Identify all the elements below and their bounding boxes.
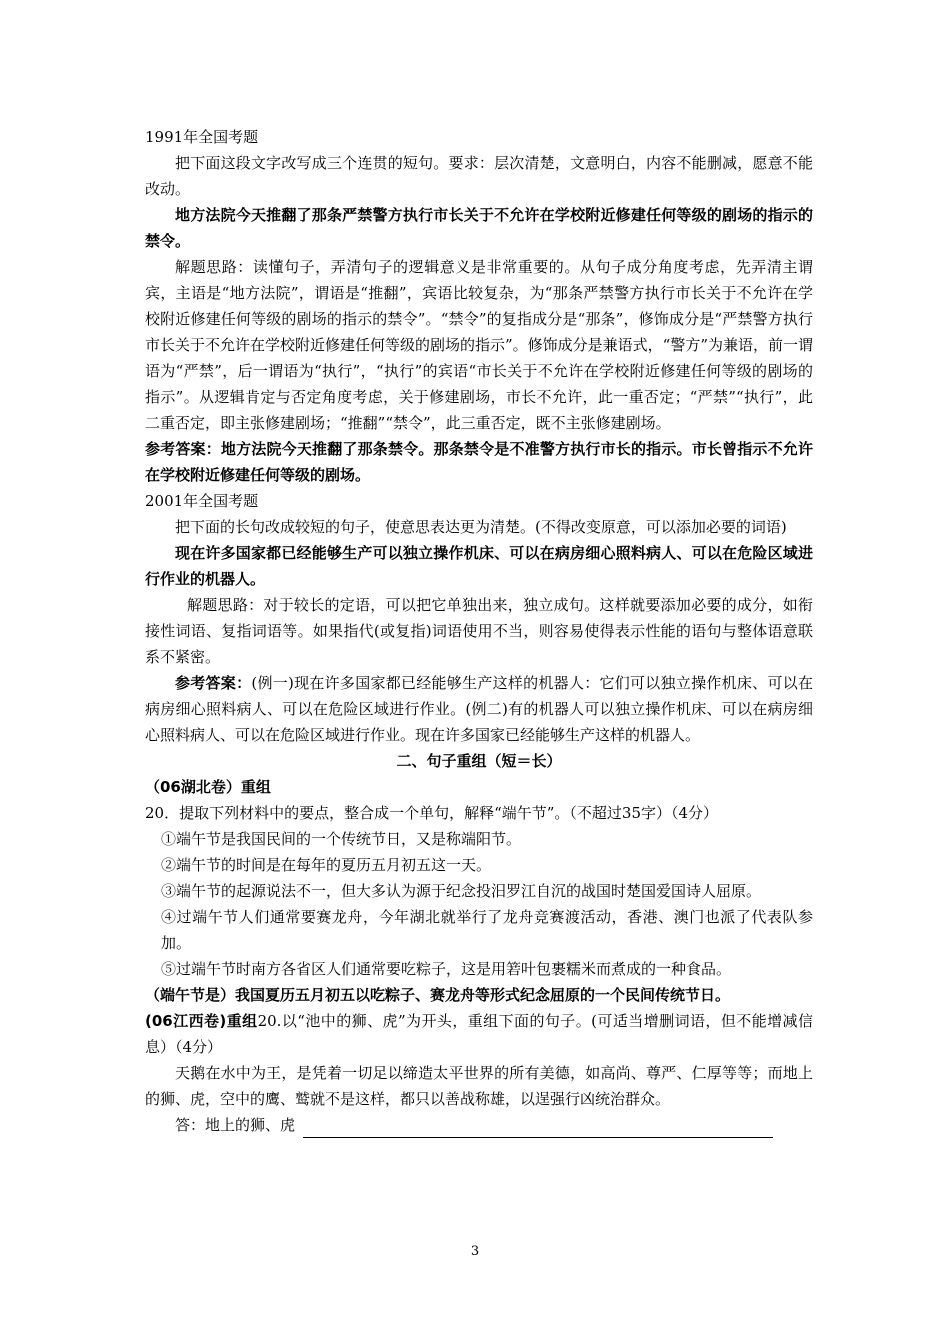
original-sentence-2001: 现在许多国家都已经能够生产可以独立操作机床、可以在病房细心照料病人、可以在危险区域进行作业的机器人。 (145, 544, 813, 588)
material-item: ⑤过端午节时南方各省区人们通常要吃粽子，这是用箬叶包裹糯米而煮成的一种食品。 (161, 960, 732, 978)
document-body (145, 124, 813, 1138)
material-item: ③端午节的起源说法不一，但大多认为源于纪念投汨罗江自沉的战国时楚国爱国诗人屈原。 (161, 882, 762, 900)
material-item: ②端午节的时间是在每年的夏历五月初五这一天。 (161, 856, 492, 874)
section-title: 二、句子重组（短＝长） (396, 752, 562, 770)
answer-text-2001: (例一)现在许多国家都已经能够生产这样的机器人：它们可以独立操作机床、可以在病房细心照料病人、可以在危险区域进行作业。(例二)有的机器人可以独立操作机床、可以在病房细心照料病人、可以在危险区域进行作业。现在许多国家已经能够生产这样的机器人。 (145, 674, 813, 744)
question-hubei: 20．提取下列材料中的要点，整合成一个单句，解释“端午节”。（不超过35字）（4分） (145, 804, 719, 822)
original-sentence-1991: 地方法院今天推翻了那条严禁警方执行市长关于不允许在学校附近修建任何等级的剧场的指示的禁令。 (145, 206, 813, 250)
analysis-1991: 解题思路：读懂句子，弄清句子的逻辑意义是非常重要的。从句子成分角度考虑，先弄清主谓宾，主语是“地方法院”，谓语是“推翻”，宾语比较复杂，为“那条严禁警方执行市长关于不允许在学校附近修建任何等级的剧场的指示的禁令”。“禁令”的复指成分是“那条”，修饰成分是“严禁警方执行市长关于不允许在学校附近修建任何等级的剧场的指示”。修饰成分是兼语式，“警方”为兼语，前一谓语为“严禁”，后一谓语为“执行”，“执行”的宾语“市长关于不允许在学校附近修建任何等级的剧场的指示”。从逻辑肯定与否定角度考虑，关于修建剧场，市长不允许，此一重否定；“严禁”“执行”，此二重否定，即主张修建剧场；“推翻”“禁令”，此三重否定，既不主张修建剧场。 (145, 258, 814, 432)
tag-hubei: （06湖北卷）重组 (145, 778, 271, 796)
heading-1991: 1991年全国考题 (145, 128, 259, 146)
instruction-1991: 把下面这段文字改写成三个连贯的短句。要求：层次清楚，文意明白，内容不能删减，愿意不能改动。 (145, 154, 813, 198)
analysis-2001: 解题思路：对于较长的定语，可以把它单独出来，独立成句。这样就要添加必要的成分，如衔接性词语、复指词语等。如果指代(或复指)词语使用不当，则容易使得表示性能的语句与整体语意联系不紧密。 (145, 596, 813, 666)
heading-2001: 2001年全国考题 (145, 492, 259, 510)
tag-jiangxi: (06江西卷)重组 (145, 1012, 258, 1030)
material-item: ④过端午节人们通常要赛龙舟，今年湖北就举行了龙舟竞赛渡活动，香港、澳门也派了代表队参加。 (161, 908, 813, 952)
answer-prefix-jiangxi: 答：地上的狮、虎 (175, 1116, 296, 1134)
answer-label-2001: 参考答案： (175, 674, 252, 692)
passage-jiangxi: 天鹅在水中为王，是凭着一切足以缔造太平世界的所有美德，如高尚、尊严、仁厚等等；而地上的狮、虎，空中的鹰、鹫就不是这样，都只以善战称雄，以逞强行凶统治群众。 (145, 1064, 813, 1108)
question-jiangxi-text: 20.以“池中的狮、虎”为开头，重组下面的句子。(可适当增删词语，但不能增减信息）（4分） (145, 1012, 813, 1056)
answer-2001 (145, 670, 813, 748)
instruction-2001: 把下面的长句改成较短的句子，使意思表达更为清楚。(不得改变原意，可以添加必要的词语) (175, 518, 787, 536)
answer-hubei: （端午节是）我国夏历五月初五以吃粽子、赛龙舟等形式纪念屈原的一个民间传统节日。 (145, 986, 731, 1004)
material-item: ①端午节是我国民间的一个传统节日，又是称端阳节。 (161, 830, 522, 848)
answer-blank-line[interactable] (303, 1119, 773, 1138)
answer-1991: 参考答案：地方法院今天推翻了那条禁令。那条禁令是不准警方执行市长的指示。市长曾指示不允许在学校附近修建任何等级的剧场。 (145, 440, 813, 484)
question-jiangxi (145, 1008, 813, 1060)
page-number: 3 (470, 1244, 480, 1259)
answer-row-jiangxi (145, 1112, 813, 1138)
